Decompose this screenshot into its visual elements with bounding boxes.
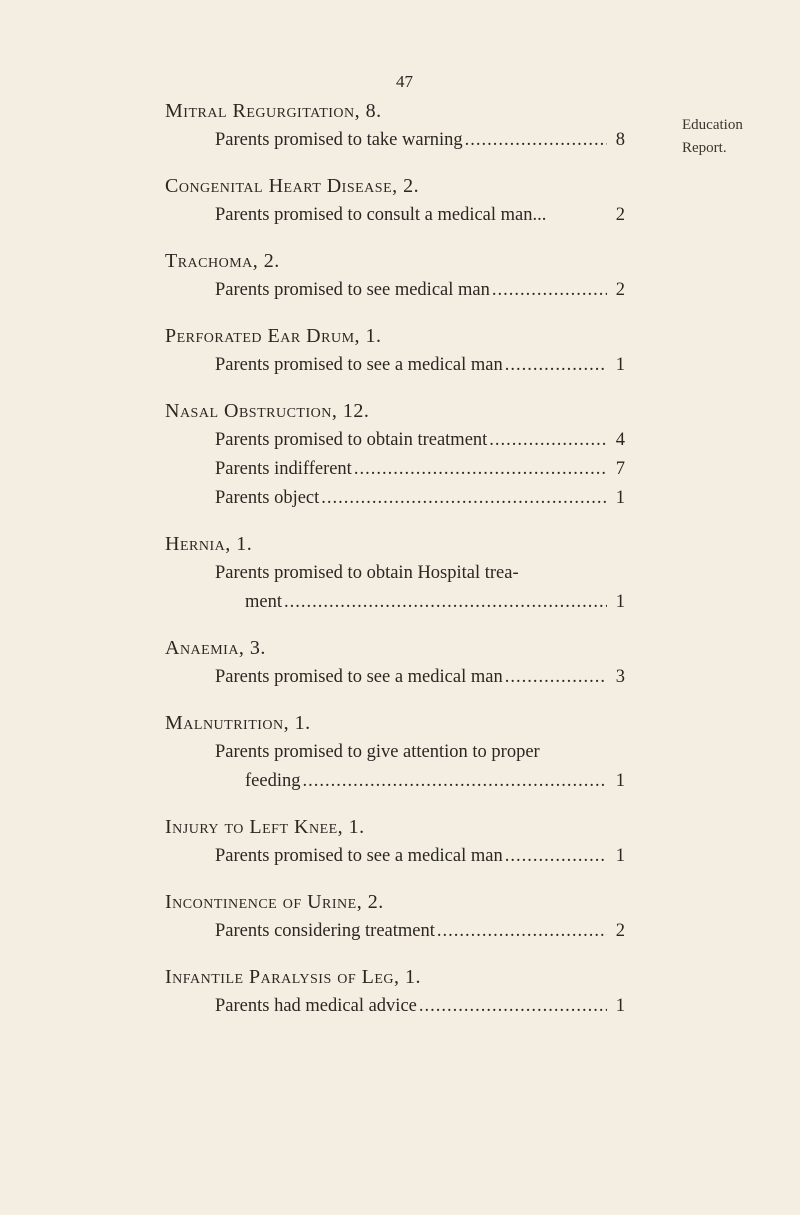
dot-leader [490,276,607,305]
entry-line [165,767,625,796]
dot-leader [503,842,607,871]
section-heading: Perforated Ear Drum, 1. [165,325,382,347]
entry-count: 7 [615,459,625,479]
report-body [165,96,625,1037]
margin-note-line: Education [682,117,743,133]
dot-leader [352,455,607,484]
section-heading: Infantile Paralysis of Leg, 1. [165,966,422,988]
entry-text: Parents promised to obtain treatment [215,430,488,450]
entry-line [165,588,625,617]
entry-count: 1 [615,355,625,375]
entry-line [165,276,625,305]
section-incontinence-of-urine [165,887,625,946]
section-heading: Injury to Left Knee, 1. [165,816,365,838]
entry-count: 2 [615,280,625,300]
section-anaemia [165,633,625,692]
entry-text: Parents promised to consult a medical man... [215,205,547,225]
entry-text: Parents promised to take warning [215,130,463,150]
entry-count: 1 [615,771,625,791]
dot-leader [503,663,607,692]
section-infantile-paralysis [165,962,625,1021]
entry-count: 1 [615,846,625,866]
dot-leader [417,992,607,1021]
dot-leader [435,917,607,946]
section-heading: Congenital Heart Disease, 2. [165,175,420,197]
dot-leader [463,126,607,155]
section-malnutrition [165,708,625,796]
entry-text: Parents object [215,488,320,508]
entry-line [165,992,625,1021]
entry-line [165,663,625,692]
section-hernia [165,529,625,617]
entry-count: 8 [615,130,625,150]
section-injury-left-knee [165,812,625,871]
entry-text: Parents promised to give attention to proper [215,742,540,762]
margin-note-line: Report. [682,140,727,156]
section-heading: Nasal Obstruction, 12. [165,400,370,422]
entry-text: Parents indifferent [215,459,352,479]
entry-text: Parents considering treatment [215,921,435,941]
section-heading: Trachoma, 2. [165,250,280,272]
entry-text: Parents promised to see medical man [215,280,490,300]
entry-line [165,842,625,871]
entry-line [165,917,625,946]
entry-line [165,351,625,380]
entry-text-continuation: ment [245,592,282,612]
section-congenital-heart-disease [165,171,625,230]
dot-leader [282,588,607,617]
entry-line [165,426,625,455]
entry-line [165,455,625,484]
entry-text: Parents promised to see a medical man [215,667,503,687]
margin-note [682,114,743,160]
section-perforated-ear-drum [165,321,625,380]
dot-leader [487,426,607,455]
entry-count: 1 [615,996,625,1016]
section-heading: Mitral Regurgitation, 8. [165,100,382,122]
entry-text: Parents promised to obtain Hospital trea- [215,563,519,583]
entry-count: 2 [615,205,625,225]
entry-count: 4 [615,430,625,450]
dot-leader [503,351,607,380]
section-heading: Incontinence of Urine, 2. [165,891,384,913]
dot-leader [319,484,607,513]
entry-text-continuation: feeding [245,771,301,791]
entry-text: Parents promised to see a medical man [215,846,503,866]
entry-text: Parents had medical advice [215,996,417,1016]
section-trachoma [165,246,625,305]
entry-text: Parents promised to see a medical man [215,355,503,375]
dot-leader [300,767,607,796]
section-heading: Anaemia, 3. [165,637,266,659]
page-number: 47 [396,72,413,91]
entry-count: 3 [615,667,625,687]
entry-count: 1 [615,488,625,508]
section-nasal-obstruction [165,396,625,513]
entry-count: 2 [615,921,625,941]
section-mitral-regurgitation [165,96,625,155]
entry-line [165,201,625,230]
entry-line [165,484,625,513]
section-heading: Malnutrition, 1. [165,712,311,734]
entry-count: 1 [615,592,625,612]
section-heading: Hernia, 1. [165,533,253,555]
entry-line [165,126,625,155]
